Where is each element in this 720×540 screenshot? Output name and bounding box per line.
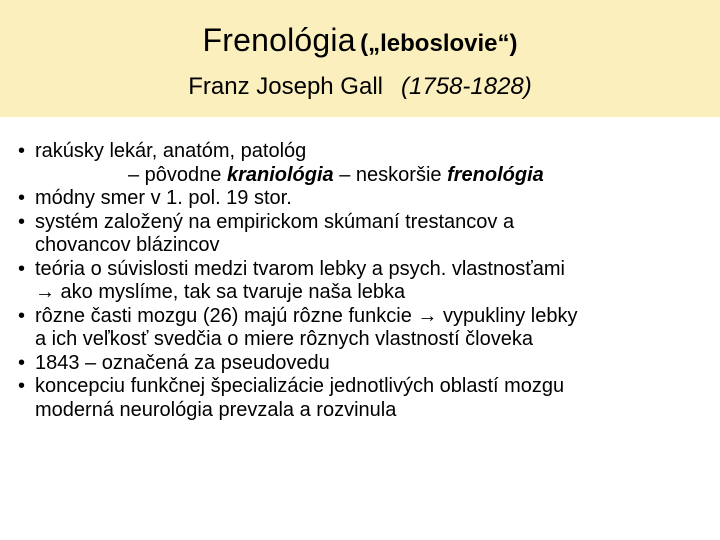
page-title-translation: („leboslovie“) xyxy=(360,30,518,57)
list-item-line: systém založený na empirickom skúmaní trestancov a xyxy=(35,210,515,233)
list-item xyxy=(18,140,708,164)
bullet-icon: • xyxy=(18,375,26,397)
subline-middle: – neskoršie xyxy=(333,163,448,186)
title-header xyxy=(0,0,720,117)
subline-prefix: – pôvodne xyxy=(128,163,227,186)
list-item-line: koncepciu funkčnej špecializácie jednotlivých oblastí mozgu xyxy=(35,375,565,397)
list-item xyxy=(18,187,708,211)
list-item-line: chovancov blázincov xyxy=(35,234,220,256)
list-item xyxy=(18,258,708,305)
list-item xyxy=(18,352,708,376)
term-craniology: kraniológia xyxy=(226,163,334,186)
term-phrenology: frenológia xyxy=(447,163,544,186)
list-item xyxy=(18,305,708,352)
author-name: Franz Joseph Gall xyxy=(188,73,383,100)
list-item xyxy=(18,375,708,422)
list-item-line: moderná neurológia prevzala a rozvinula xyxy=(35,398,397,421)
bullet-list xyxy=(18,140,708,422)
list-item-subline xyxy=(18,164,708,188)
list-item-line: 1843 – označená za pseudovedu xyxy=(35,351,330,374)
bullet-icon: • xyxy=(18,257,26,280)
list-item-line: a ich veľkosť svedčia o miere rôznych vlastností človeka xyxy=(35,328,533,350)
list-item-line: rakúsky lekár, anatóm, patológ xyxy=(35,140,307,162)
bullet-icon: • xyxy=(18,351,26,374)
bullet-icon: • xyxy=(18,140,26,162)
bullet-icon: • xyxy=(18,187,26,209)
bullet-icon: • xyxy=(18,210,26,233)
list-item-line: → ako myslíme, tak sa tvaruje naša lebka xyxy=(35,281,406,303)
bullet-icon: • xyxy=(18,304,26,327)
title-line xyxy=(0,22,720,59)
author-years: (1758-1828) xyxy=(401,73,532,100)
list-item-line: rôzne časti mozgu (26) majú rôzne funkcie → vypukliny lebky xyxy=(35,304,578,327)
list-item-line: módny smer v 1. pol. 19 stor. xyxy=(35,187,292,209)
list-item-line: teória o súvislosti medzi tvarom lebky a psych. vlastnosťami xyxy=(35,257,565,280)
subtitle-line xyxy=(0,73,720,101)
page-title: Frenológia xyxy=(202,22,356,58)
list-item xyxy=(18,211,708,258)
